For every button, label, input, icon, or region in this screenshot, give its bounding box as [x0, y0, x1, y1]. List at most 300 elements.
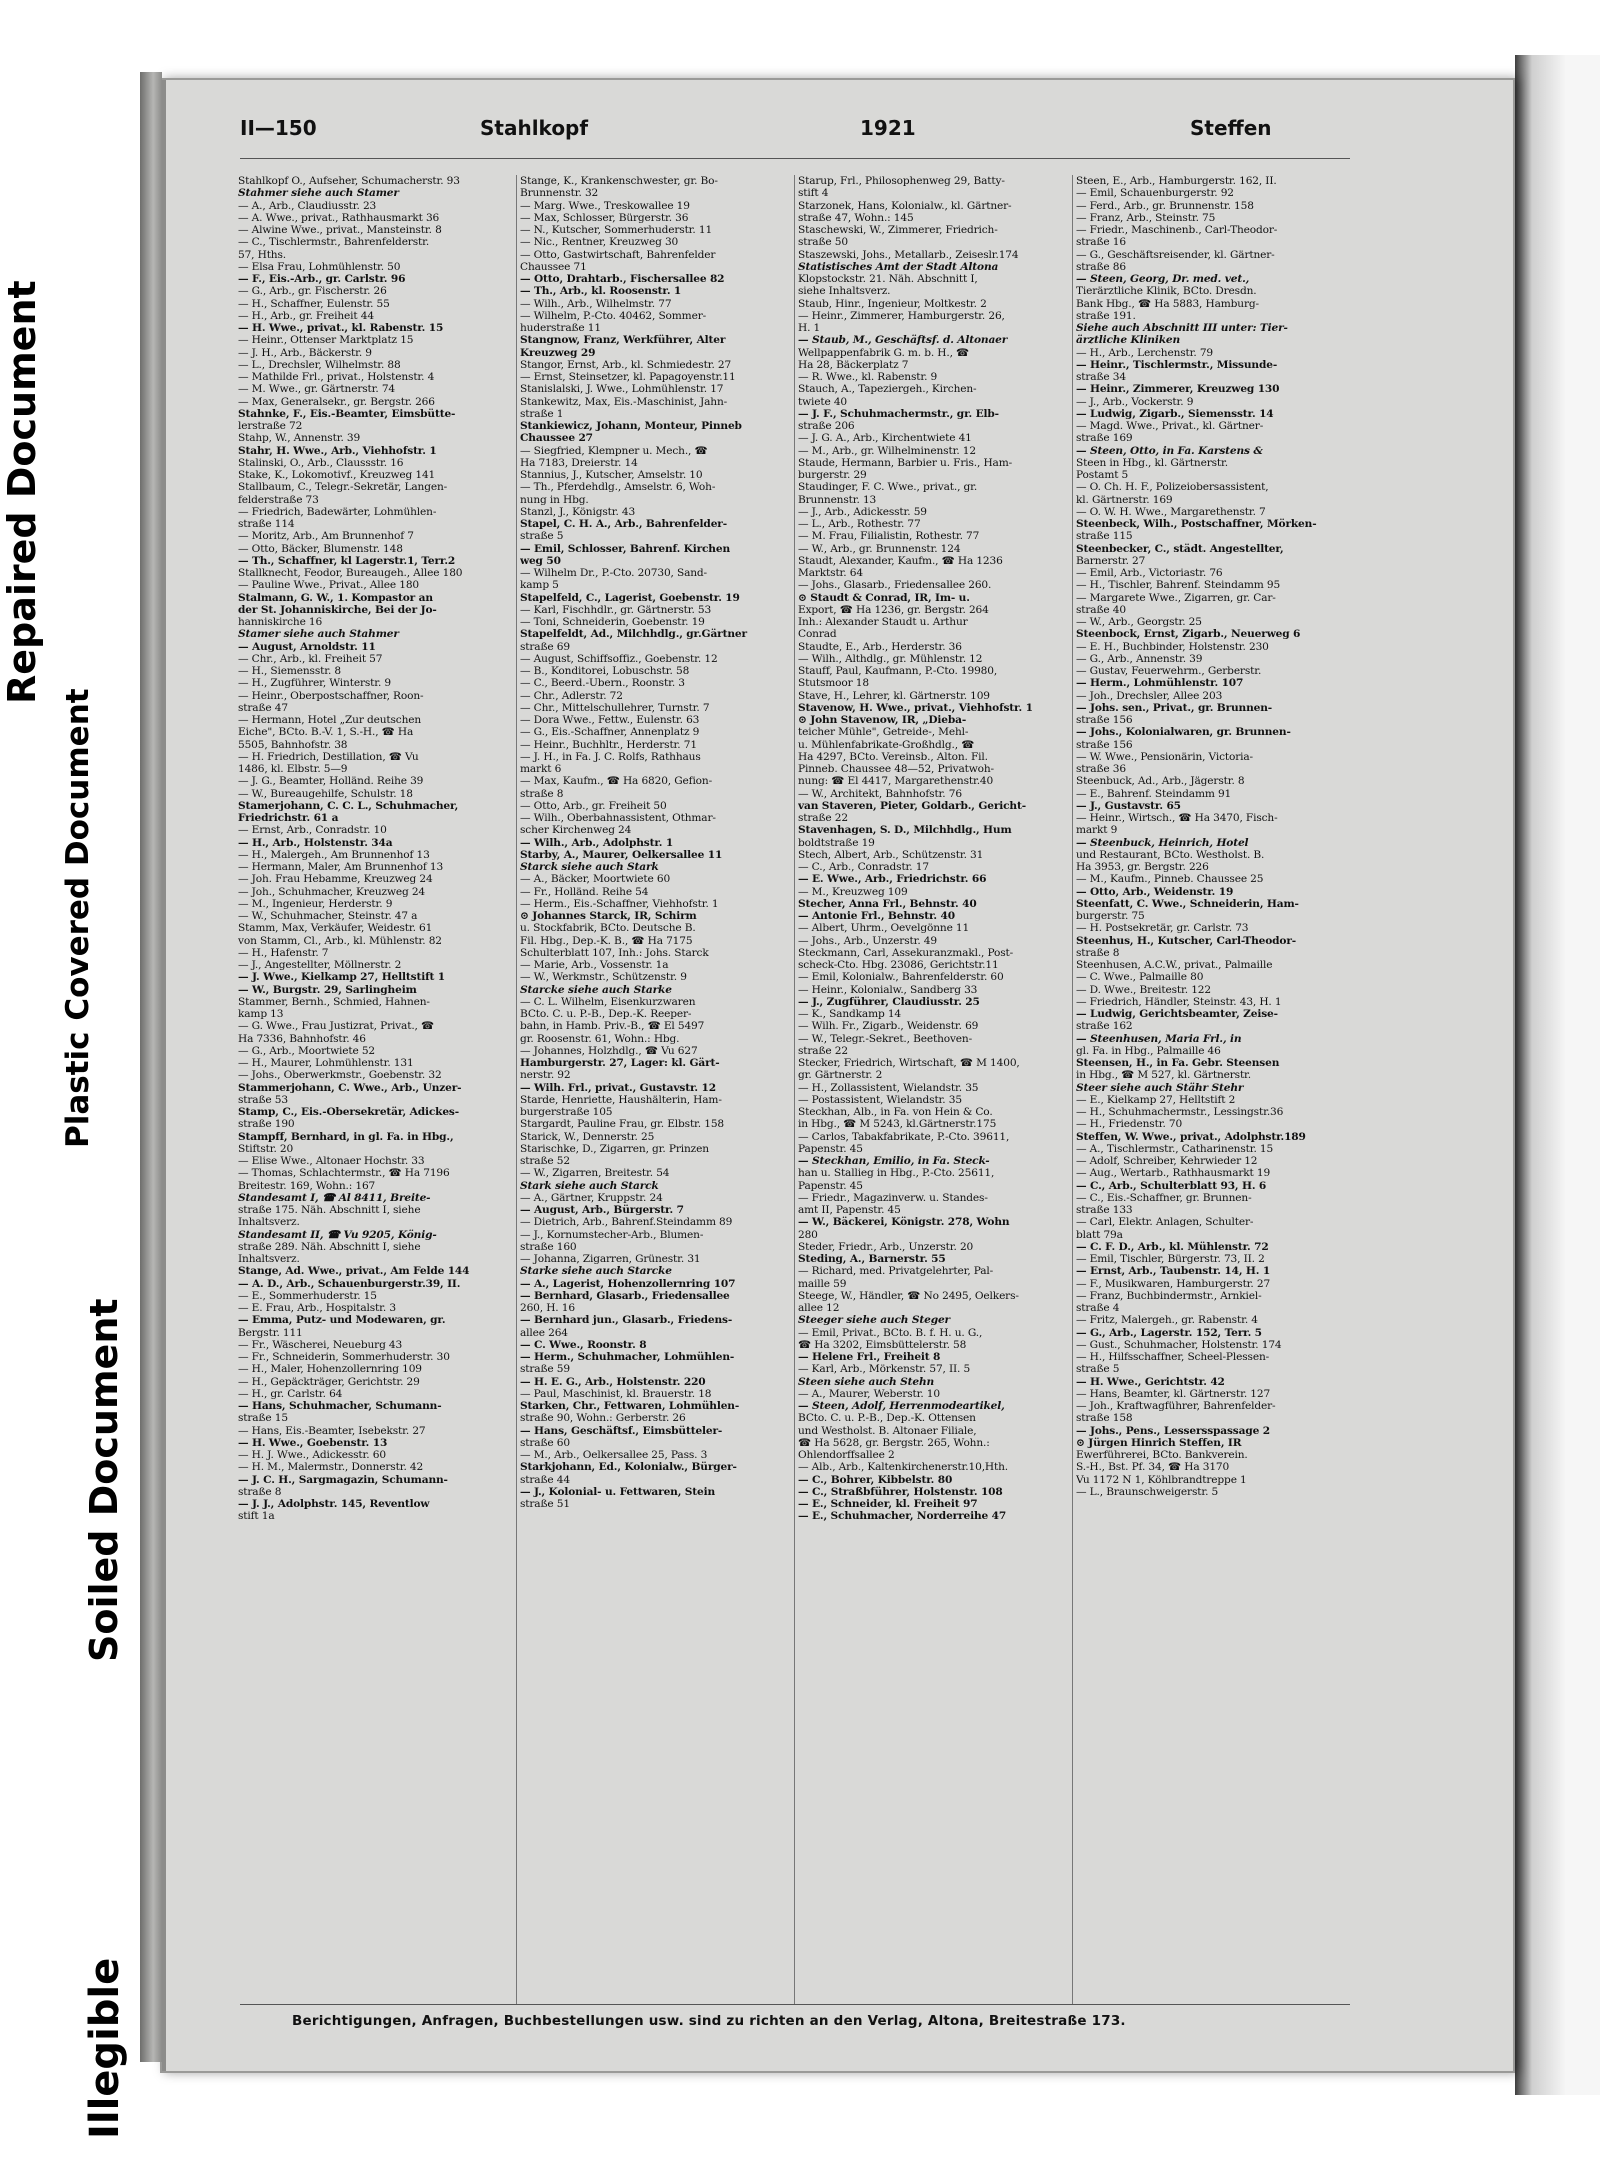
directory-entry: — Bernhard jun., Glasarb., Friedens- [520, 1314, 733, 1327]
directory-entry: — M., Arb., Oelkersallee 25, Pass. 3 [520, 1449, 708, 1461]
directory-entry: — Hans, Eis.-Beamter, Isebekstr. 27 [238, 1424, 426, 1437]
directory-entry: — J. J., Adolphstr. 145, Reventlow [238, 1498, 430, 1510]
directory-entry: — Emil, Schauenburgerstr. 92 [1076, 187, 1234, 200]
directory-entry: — Chr., Arb., kl. Freiheit 57 [238, 652, 383, 665]
directory-entry: — Steen, Georg, Dr. med. vet., [1076, 273, 1250, 285]
directory-entry: Steege, W., Händler, ☎ No 2495, Oelkers- [798, 1289, 1019, 1302]
directory-entry: — O. W. H. Wwe., Margarethenstr. 7 [1076, 505, 1266, 518]
directory-entry: Starkjohann, Ed., Kolonialw., Bürger- [520, 1461, 737, 1474]
directory-entry: straße 156 [1076, 714, 1133, 726]
directory-entry: Stannius, J., Kutscher, Amselstr. 10 [520, 469, 703, 481]
directory-entry: markt 9 [1076, 824, 1118, 837]
directory-entry: — Steen, Otto, in Fa. Karstens & [1076, 444, 1263, 457]
directory-entry: Staudt, Alexander, Kaufm., ☎ Ha 1236 [798, 554, 1003, 567]
directory-entry: gr. Gärtnerstr. 2 [798, 1069, 883, 1082]
directory-entry: — August, Schiffsoffiz., Goebenstr. 12 [520, 652, 718, 665]
directory-entry: blatt 79a [1076, 1228, 1123, 1241]
directory-entry: Stanzl, J., Königstr. 43 [520, 505, 636, 518]
directory-entry: Staude, Hermann, Barbier u. Fris., Ham- [798, 456, 1013, 469]
directory-entry: — Heinr., Oberpostschaffner, Roon- [238, 689, 424, 702]
directory-entry: stift 1a [238, 1510, 275, 1523]
directory-entry: — Ernst, Arb., Conradstr. 10 [238, 824, 387, 837]
directory-entry: Stahnke, F., Eis.-Beamter, Eimsbütte- [238, 407, 456, 420]
directory-entry: — Max, Schlosser, Bürgerstr. 36 [520, 211, 689, 224]
directory-entry: — Hermann, Maler, Am Brunnenhof 13 [238, 861, 444, 873]
directory-entry: — L., Arb., Rothestr. 77 [798, 518, 921, 530]
directory-entry: und Restaurant, BCto. Westholst. B. [1076, 848, 1265, 861]
directory-entry: Stangor, Ernst, Arb., kl. Schmiedestr. 27 [520, 358, 732, 371]
label-plastic-covered-document: Plastic Covered Document [60, 688, 96, 1148]
directory-entry: Stahp, W., Annenstr. 39 [238, 432, 361, 445]
directory-entry: — H., Schuhmachermstr., Lessingstr.36 [1076, 1106, 1284, 1118]
directory-entry: 260, H. 16 [520, 1302, 575, 1314]
directory-entry: — Hans, Beamter, kl. Gärtnerstr. 127 [1076, 1387, 1271, 1400]
directory-entry: Stavenow, H. Wwe., privat., Viehhofstr. 1 [798, 701, 1033, 714]
directory-entry: nung: ☎ El 4417, Margarethenstr.40 [798, 775, 994, 788]
directory-entry: stift 4 [798, 187, 829, 200]
directory-entry: straße 156 [1076, 738, 1133, 751]
directory-column-2 [520, 175, 795, 2000]
directory-entry: — H., Zugführer, Winterstr. 9 [238, 677, 392, 690]
directory-entry: Stahlkopf O., Aufseher, Schumacherstr. 93 [238, 175, 460, 187]
directory-entry: — H., Maler, Hohenzollernring 109 [238, 1363, 422, 1376]
directory-entry: Stammerjohann, C. Wwe., Arb., Unzer- [238, 1081, 462, 1094]
directory-entry: Stave, H., Lehrer, kl. Gärtnerstr. 109 [798, 689, 990, 702]
directory-entry: — M., Kaufm., Pinneb. Chaussee 25 [1076, 873, 1264, 886]
directory-entry: straße 158 [1076, 1412, 1133, 1425]
directory-entry: — Siegfried, Klempner u. Mech., ☎ [520, 444, 708, 457]
directory-entry: — Gustav, Feuerwehrm., Gerberstr. [1076, 665, 1262, 677]
directory-entry: straße 36 [1076, 763, 1126, 775]
directory-entry: — H. Wwe., privat., kl. Rabenstr. 15 [238, 322, 444, 334]
directory-entry: Vu 1172 N 1, Köhlbrandtreppe 1 [1076, 1473, 1247, 1486]
directory-entry: — Johs., Glasarb., Friedensallee 260. [798, 579, 992, 592]
directory-entry: — Th., Pferdehdlg., Amselstr. 6, Woh- [520, 481, 716, 494]
directory-entry: — J., Zugführer, Claudiusstr. 25 [798, 995, 980, 1008]
directory-entry: — H., Gepäckträger, Gerichtstr. 29 [238, 1375, 420, 1388]
directory-entry: Steen in Hbg., kl. Gärtnerstr. [1076, 456, 1228, 469]
directory-entry: — E. H., Buchbinder, Holstenstr. 230 [1076, 640, 1269, 653]
directory-entry: — Wilh. Fr., Zigarb., Weidenstr. 69 [798, 1020, 979, 1033]
directory-entry: Stangnow, Franz, Werkführer, Alter [520, 334, 726, 347]
directory-entry: Standesamt II, ☎ Vu 9205, König- [238, 1228, 437, 1241]
directory-entry: Stallknecht, Feodor, Bureaugeh., Allee 180 [238, 567, 463, 579]
directory-entry: — Wilh., Arb., Adolphstr. 1 [520, 836, 674, 849]
directory-entry: — Helene Frl., Freiheit 8 [798, 1351, 941, 1363]
directory-entry: — H. E. G., Arb., Holstenstr. 220 [520, 1375, 706, 1388]
directory-entry: Stapelfeld, C., Lagerist, Goebenstr. 19 [520, 591, 740, 604]
directory-entry: — J. Wwe., Kielkamp 27, Helltstift 1 [238, 971, 445, 984]
directory-entry: Papenstr. 45 [798, 1179, 863, 1192]
directory-entry: — L., Braunschweigerstr. 5 [1076, 1485, 1219, 1498]
directory-entry: ⊙ John Stavenow, IR, „Dieba- [798, 714, 967, 726]
directory-entry: — G., Arb., Annenstr. 39 [1076, 652, 1203, 665]
directory-entry: — Elise Wwe., Altonaer Hochstr. 33 [238, 1155, 425, 1167]
directory-entry: Staub, Hinr., Ingenieur, Moltkestr. 2 [798, 297, 987, 310]
directory-entry: Conrad [798, 628, 837, 641]
directory-entry: Fil. Hbg., Dep.-K. B., ☎ Ha 7175 [520, 934, 693, 947]
directory-entry: — Nic., Rentner, Kreuzweg 30 [520, 236, 679, 249]
directory-entry: straße 22 [798, 812, 848, 824]
directory-entry: — Heinr., Ottenser Marktplatz 15 [238, 334, 414, 347]
directory-entry: straße 8 [238, 1485, 282, 1498]
directory-entry: amt II, Papenstr. 45 [798, 1204, 901, 1216]
directory-entry: Stalmann, G. W., 1. Kompastor an [238, 591, 433, 604]
header-year: 1921 [860, 116, 916, 140]
directory-entry: ⊙ Staudt & Conrad, IR, Im- u. [798, 591, 970, 604]
directory-column-4 [1076, 175, 1351, 2000]
directory-column-1 [238, 175, 513, 2000]
directory-entry: — Friedr., Magazinverw. u. Standes- [798, 1191, 988, 1204]
directory-entry: — Mathilde Frl., privat., Holstenstr. 4 [238, 371, 435, 383]
header-rule [240, 158, 1350, 159]
directory-entry: — J. G. A., Arb., Kirchentwiete 41 [798, 432, 972, 445]
directory-entry: — C. F. D., Arb., kl. Mühlenstr. 72 [1076, 1240, 1269, 1253]
page-shadow-edge [1515, 55, 1600, 2095]
directory-entry: — H. Postsekretär, gr. Carlstr. 73 [1076, 922, 1249, 935]
directory-entry: — E. Wwe., Arb., Friedrichstr. 66 [798, 873, 987, 886]
directory-entry: — Karl, Fischhdlr., gr. Gärtnerstr. 53 [520, 603, 712, 616]
directory-entry: Ha 7183, Dreierstr. 14 [520, 456, 638, 469]
directory-entry: — Hermann, Hotel „Zur deutschen [238, 714, 422, 726]
directory-entry: straße 40 [1076, 603, 1126, 616]
directory-entry: — Friedrich, Händler, Steinstr. 43, H. 1 [1076, 995, 1282, 1008]
directory-entry: — Johs., Kolonialwaren, gr. Brunnen- [1076, 726, 1291, 739]
directory-entry: — H. Friedrich, Destillation, ☎ Vu [238, 750, 419, 763]
directory-entry: Standesamt I, ☎ Al 8411, Breite- [238, 1191, 431, 1204]
directory-entry: — W., Burgstr. 29, Sarlingheim [238, 983, 417, 996]
directory-entry: Steenbuck, Ad., Arb., Jägerstr. 8 [1076, 775, 1245, 788]
directory-entry: — N., Kutscher, Sommerhuderstr. 11 [520, 224, 713, 236]
directory-entry: S.-H., Bst. Pf. 34, ☎ Ha 3170 [1076, 1461, 1230, 1474]
directory-entry: Stamp, C., Eis.-Obersekretär, Adickes- [238, 1106, 459, 1118]
directory-entry: 57, Hths. [238, 248, 286, 261]
directory-entry: — J., Gustavstr. 65 [1076, 799, 1181, 812]
directory-entry: — Karl, Arb., Mörkenstr. 57, II. 5 [798, 1363, 971, 1376]
directory-entry: — Dora Wwe., Fettw., Eulenstr. 63 [520, 714, 700, 726]
directory-entry: — Heinr., Wirtsch., ☎ Ha 3470, Fisch- [1076, 812, 1278, 824]
directory-entry: — E., Bahrenf. Steindamm 91 [1076, 787, 1232, 800]
directory-entry: — Ludwig, Gerichtsbeamter, Zeise- [1076, 1008, 1278, 1020]
directory-entry: Staudinger, F. C. Wwe., privat., gr. [798, 481, 978, 494]
directory-entry: — J. H., in Fa. J. C. Rolfs, Rathhaus [520, 750, 701, 763]
directory-entry: Steenbecker, C., städt. Angestellter, [1076, 542, 1284, 555]
directory-entry: — K., Sandkamp 14 [798, 1008, 902, 1020]
directory-entry: Starischke, D., Zigarren, gr. Prinzen [520, 1142, 709, 1155]
page-header [240, 116, 1320, 156]
directory-entry: — Wilhelm Dr., P.-Cto. 20730, Sand- [520, 567, 707, 579]
directory-entry: von Stamm, Cl., Arb., kl. Mühlenstr. 82 [238, 934, 442, 947]
directory-entry: boldtstraße 19 [798, 836, 875, 849]
directory-entry: — Th., Schaffner, kl Lagerstr.1, Terr.2 [238, 554, 456, 567]
directory-entry: — Aug., Wertarb., Rathhausmarkt 19 [1076, 1167, 1271, 1180]
directory-entry: — F., Musikwaren, Hamburgerstr. 27 [1076, 1277, 1271, 1290]
directory-entry: — Albert, Uhrm., Oevelgönne 11 [798, 922, 970, 935]
directory-entry: — H., Maurer, Lohmühlenstr. 131 [238, 1057, 414, 1069]
directory-entry: Stampff, Bernhard, in gl. Fa. in Hbg., [238, 1130, 454, 1143]
directory-columns [238, 175, 1358, 2000]
directory-entry: — Steenhusen, Maria Frl., in [1076, 1032, 1242, 1045]
directory-entry: — W., Bäckerei, Königstr. 278, Wohn [798, 1216, 1010, 1229]
directory-entry: — Johs., Arb., Unzerstr. 49 [798, 934, 937, 947]
page-number: II—150 [240, 116, 317, 140]
directory-entry: — Otto, Arb., gr. Freiheit 50 [520, 799, 667, 812]
directory-entry: Stange, Ad. Wwe., privat., Am Felde 144 [238, 1265, 470, 1278]
directory-entry: Hamburgerstr. 27, Lager: kl. Gärt- [520, 1057, 720, 1069]
directory-entry: Steer siehe auch Stähr Stehr [1076, 1081, 1244, 1094]
directory-entry: Steeger siehe auch Steger [798, 1314, 950, 1327]
directory-entry: — J. F., Schuhmachermstr., gr. Elb- [798, 407, 999, 420]
directory-entry: Ha 4297, BCto. Vereinsb., Alton. Fil. [798, 750, 988, 763]
directory-entry: siehe Inhaltsverz. [798, 285, 891, 298]
directory-entry: — Hans, Schuhmacher, Schumann- [238, 1400, 442, 1412]
directory-entry: Starck siehe auch Stark [520, 861, 659, 873]
directory-entry: — Heinr., Zimmerer, Kreuzweg 130 [1076, 383, 1280, 396]
directory-entry: — Johs., Pens., Lessersspassage 2 [1076, 1424, 1270, 1437]
directory-entry: straße 162 [1076, 1020, 1133, 1033]
directory-entry: straße 50 [798, 236, 848, 249]
directory-entry: straße 59 [520, 1363, 570, 1376]
directory-entry: Stankiewicz, Johann, Monteur, Pinneb [520, 420, 742, 432]
directory-entry: ärztliche Kliniken [1076, 334, 1181, 347]
directory-entry: straße 133 [1076, 1204, 1133, 1216]
directory-entry: — E., Schuhmacher, Norderreihe 47 [798, 1510, 1007, 1523]
directory-entry: — Antonie Frl., Behnstr. 40 [798, 910, 955, 922]
directory-entry: — J. G., Beamter, Holländ. Reihe 39 [238, 775, 424, 788]
directory-entry: — Alb., Arb., Kaltenkirchenerstr.10,Hth. [798, 1461, 1008, 1474]
directory-entry: scheck-Cto. Hbg. 23086, Gerichtstr.11 [798, 959, 999, 971]
directory-entry: — A., Tischlermstr., Catharinenstr. 15 [1076, 1142, 1274, 1155]
directory-entry: in Hbg., ☎ M 5243, kl.Gärtnerstr.175 [798, 1118, 997, 1131]
directory-entry: — Joh. Frau Hebamme, Kreuzweg 24 [238, 873, 433, 886]
directory-entry: — C., Eis.-Schaffner, gr. Brunnen- [1076, 1191, 1252, 1204]
directory-entry: in Hbg., ☎ M 527, kl. Gärtnerstr. [1076, 1069, 1252, 1082]
directory-entry: H. 1 [798, 322, 821, 334]
directory-entry: Stamm, Max, Verkäufer, Weidestr. 61 [238, 922, 433, 935]
directory-entry: — H., Hilfsschaffner, Scheel-Plessen- [1076, 1351, 1270, 1363]
directory-entry: — Otto, Arb., Weidenstr. 19 [1076, 885, 1234, 898]
directory-entry: — A. D., Arb., Schauenburgerstr.39, II. [238, 1277, 461, 1290]
directory-entry: — C., Beerd.-Ubern., Roonstr. 3 [520, 677, 685, 690]
directory-entry: van Staveren, Pieter, Goldarb., Gericht- [798, 799, 1026, 812]
directory-entry: straße 206 [798, 420, 855, 432]
directory-entry: — Richard, med. Privatgelehrter, Pal- [798, 1265, 994, 1278]
directory-entry: Friedrichstr. 61 a [238, 812, 339, 824]
directory-entry: han u. Stallieg in Hbg., P.-Cto. 25611, [798, 1167, 995, 1180]
directory-entry: scher Kirchenweg 24 [520, 824, 632, 837]
directory-entry: — Toni, Schneiderin, Goebenstr. 19 [520, 616, 705, 628]
directory-entry: — Fr., Schneiderin, Sommerhuderstr. 30 [238, 1351, 450, 1363]
directory-entry: Staudte, E., Arb., Herderstr. 36 [798, 640, 962, 653]
directory-entry: — J., Angestellter, Möllnerstr. 2 [238, 959, 402, 971]
directory-entry: — H., Zollassistent, Wielandstr. 35 [798, 1081, 979, 1094]
directory-entry: — Magd. Wwe., Privat., kl. Gärtner- [1076, 420, 1264, 432]
directory-entry: — Fritz, Malergeh., gr. Rabenstr. 4 [1076, 1314, 1258, 1327]
directory-entry: Stamerjohann, C. C. L., Schuhmacher, [238, 799, 459, 812]
directory-entry: — H., Tischler, Bahrenf. Steindamm 95 [1076, 579, 1281, 592]
directory-entry: straße 22 [798, 1044, 848, 1057]
directory-entry: — Heinr., Kolonialw., Sandberg 33 [798, 983, 978, 996]
directory-entry: — Adolf, Schreiber, Kehrwieder 12 [1076, 1155, 1258, 1167]
directory-entry: straße 86 [1076, 260, 1126, 273]
directory-entry: straße 47, Wohn.: 145 [798, 211, 914, 224]
directory-entry: — O. Ch. H. F., Polizeiobersassistent, [1076, 481, 1269, 494]
directory-entry: Statistisches Amt der Stadt Altona [798, 260, 999, 273]
directory-entry: — W., Werkmstr., Schützenstr. 9 [520, 971, 687, 984]
directory-entry: Papenstr. 45 [798, 1142, 863, 1155]
directory-entry: Starde, Henriette, Haushälterin, Ham- [520, 1093, 722, 1106]
directory-entry: Stecker, Friedrich, Wirtschaft, ☎ M 1400, [798, 1057, 1020, 1069]
directory-entry: — Thomas, Schlachtermstr., ☎ Ha 7196 [238, 1167, 450, 1180]
directory-entry: Tierärztliche Klinik, BCto. Dresdn. [1076, 285, 1257, 298]
directory-entry: Steenbeck, Wilh., Postschaffner, Mörken- [1076, 518, 1317, 530]
directory-entry: straße 90, Wohn.: Gerberstr. 26 [520, 1412, 686, 1425]
directory-entry: kl. Gärtnerstr. 169 [1076, 493, 1173, 506]
directory-entry: — E., Kielkamp 27, Helltstift 2 [1076, 1093, 1236, 1106]
directory-entry: — H., Arb., gr. Freiheit 44 [238, 309, 374, 322]
directory-entry: — H., Arb., Holstenstr. 34a [238, 836, 393, 849]
directory-entry: — A., Maurer, Weberstr. 10 [798, 1387, 940, 1400]
directory-entry: Steckmann, Carl, Assekuranzmakl., Post- [798, 946, 1014, 959]
directory-entry: — H., Friedenstr. 70 [1076, 1118, 1183, 1131]
directory-entry: — M., Arb., gr. Wilhelminenstr. 12 [798, 444, 976, 457]
directory-entry: Stankewitz, Max, Eis.-Maschinist, Jahn- [520, 395, 728, 408]
directory-entry: — Emil, Tischler, Bürgerstr. 73, II. 2 [1076, 1253, 1265, 1265]
directory-entry: Steenbock, Ernst, Zigarb., Neuerweg 6 [1076, 628, 1301, 641]
directory-entry: straße 15 [238, 1412, 288, 1425]
directory-entry: Stange, K., Krankenschwester, gr. Bo- [520, 175, 718, 187]
directory-entry: — Wilh., Althdlg., gr. Mühlenstr. 12 [798, 652, 983, 665]
directory-entry: — Postassistent, Wielandstr. 35 [798, 1093, 962, 1106]
directory-entry: — Chr., Mittelschullehrer, Turnstr. 7 [520, 701, 710, 714]
directory-entry: nerstr. 92 [520, 1069, 571, 1082]
directory-entry: teicher Mühle", Getreide-, Mehl- [798, 726, 969, 739]
directory-entry: — W., Arb., Georgstr. 25 [1076, 616, 1202, 628]
directory-entry: — Th., Arb., kl. Roosenstr. 1 [520, 285, 682, 298]
directory-entry: straße 190 [238, 1118, 295, 1131]
directory-entry: Stutsmoor 18 [798, 677, 869, 690]
directory-entry: — W., Zigarren, Breitestr. 54 [520, 1167, 670, 1180]
directory-entry: Stallbaum, C., Telegr.-Sekretär, Langen- [238, 481, 448, 494]
directory-entry: — E. Frau, Arb., Hospitalstr. 3 [238, 1302, 396, 1314]
directory-entry: nung in Hbg. [520, 493, 589, 506]
directory-entry: straße 5 [520, 530, 564, 543]
directory-entry: — J. C. H., Sargmagazin, Schumann- [238, 1473, 448, 1486]
directory-entry: — Staub, M., Geschäftsf. d. Altonaer [798, 334, 1008, 347]
directory-entry: u. Stockfabrik, BCto. Deutsche B. [520, 922, 696, 935]
directory-entry: Stech, Albert, Arb., Schützenstr. 31 [798, 848, 984, 861]
directory-entry: allee 12 [798, 1302, 840, 1314]
publisher-notice: Berichtigungen, Anfragen, Buchbestellungen usw. sind zu richten an den Verlag, Altona, Breitestraße 173. [292, 2013, 1126, 2029]
directory-entry: — M., Kreuzweg 109 [798, 885, 908, 898]
directory-entry: — M. Frau, Filialistin, Rothestr. 77 [798, 530, 980, 543]
directory-entry: twiete 40 [798, 395, 848, 408]
directory-entry: — Emil, Schlosser, Bahrenf. Kirchen [520, 542, 730, 555]
directory-entry: Wellpappenfabrik G. m. b. H., ☎ [798, 346, 970, 359]
directory-entry: hanniskirche 16 [238, 616, 323, 628]
directory-entry: Export, ☎ Ha 1236, gr. Bergstr. 264 [798, 603, 989, 616]
directory-entry: — Steckhan, Emilio, in Fa. Steck- [798, 1155, 990, 1167]
directory-entry: bahn, in Hamb. Priv.-B., ☎ El 5497 [520, 1020, 705, 1033]
directory-entry: straße 52 [520, 1155, 570, 1167]
directory-entry: Pinneb. Chaussee 48—52, Privatwoh- [798, 763, 994, 775]
directory-entry: — Wilh. Frl., privat., Gustavstr. 12 [520, 1081, 716, 1094]
directory-entry: — H., Hafenstr. 7 [238, 946, 329, 959]
directory-entry: — C., Straßbführer, Holstenstr. 108 [798, 1485, 1003, 1498]
header-last-entry: Steffen [1190, 116, 1272, 140]
directory-entry: — H. M., Malermstr., Donnerstr. 42 [238, 1461, 424, 1474]
directory-entry: — Franz, Arb., Steinstr. 75 [1076, 211, 1216, 224]
directory-entry: Stapel, C. H. A., Arb., Bahrenfelder- [520, 518, 727, 530]
directory-entry: — G., Arb., Moortwiete 52 [238, 1044, 376, 1057]
directory-entry: straße 289. Näh. Abschnitt I, siehe [238, 1240, 421, 1253]
directory-entry: — Ludwig, Zigarb., Siemensstr. 14 [1076, 407, 1274, 420]
directory-entry: — W. Wwe., Pensionärin, Victoria- [1076, 750, 1253, 763]
directory-entry: Schulterblatt 107, Inh.: Johs. Starck [520, 946, 709, 959]
directory-entry: — Johanna, Zigarren, Grünestr. 31 [520, 1253, 701, 1265]
directory-entry: — Elsa Frau, Lohmühlenstr. 50 [238, 260, 401, 273]
directory-entry: — J., Arb., Vockerstr. 9 [1076, 395, 1194, 408]
directory-entry: — Steenbuck, Heinrich, Hotel [1076, 836, 1249, 849]
directory-entry: straße 169 [1076, 432, 1133, 445]
directory-entry: Starke siehe auch Starcke [520, 1265, 672, 1278]
directory-entry: Stanislalski, J. Wwe., Lohmühlenstr. 17 [520, 383, 724, 396]
directory-entry: der St. Johanniskirche, Bei der Jo- [238, 603, 437, 616]
directory-entry: — Otto, Drahtarb., Fischersallee 82 [520, 273, 725, 285]
directory-entry: Ha 28, Bäckerplatz 7 [798, 358, 909, 371]
header-first-entry: Stahlkopf [480, 116, 589, 140]
directory-entry: Breitestr. 169, Wohn.: 167 [238, 1179, 376, 1192]
directory-column-3 [798, 175, 1073, 2000]
directory-entry: — Bernhard, Glasarb., Friedensallee [520, 1289, 730, 1302]
directory-entry: Klopstockstr. 21. Näh. Abschnitt I, [798, 273, 978, 285]
directory-entry: straße 8 [520, 787, 564, 800]
directory-entry: — Marie, Arb., Vossenstr. 1a [520, 959, 669, 971]
directory-entry: — Herm., Lohmühlenstr. 107 [1076, 677, 1244, 690]
directory-entry: kamp 5 [520, 579, 559, 592]
directory-entry: Starby, A., Maurer, Oelkersallee 11 [520, 848, 723, 861]
directory-entry: — C., Bohrer, Kibbelstr. 80 [798, 1473, 953, 1486]
directory-entry: — Hans, Geschäftsf., Eimsbütteler- [520, 1424, 723, 1437]
directory-entry: weg 50 [520, 554, 561, 567]
directory-entry: ⊙ Jürgen Hinrich Steffen, IR [1076, 1436, 1242, 1449]
directory-entry: — Carl, Elektr. Anlagen, Schulter- [1076, 1216, 1254, 1229]
directory-entry: — A. Wwe., privat., Rathhausmarkt 36 [238, 211, 440, 224]
directory-entry: — Friedrich, Badewärter, Lohmühlen- [238, 505, 437, 518]
directory-entry: — Max, Generalsekr., gr. Bergstr. 266 [238, 395, 435, 408]
directory-entry: — A., Lagerist, Hohenzollernring 107 [520, 1277, 736, 1290]
directory-entry: — Marg. Wwe., Treskowallee 19 [520, 199, 690, 212]
directory-entry: — E., Sommerhuderstr. 15 [238, 1289, 377, 1302]
directory-entry: straße 60 [520, 1436, 570, 1449]
directory-entry: burgerstr. 75 [1076, 910, 1145, 922]
directory-entry: — G. Wwe., Frau Justizrat, Privat., ☎ [238, 1020, 435, 1033]
directory-entry: u. Mühlenfabrikate-Großhdlg., ☎ [798, 738, 975, 751]
directory-entry: — Friedr., Maschinenb., Carl-Theodor- [1076, 224, 1278, 236]
directory-entry: straße 47 [238, 701, 288, 714]
directory-entry: — Heinr., Buchhltr., Herderstr. 71 [520, 738, 697, 751]
directory-entry: huderstraße 11 [520, 322, 601, 334]
directory-entry: — C., Arb., Conradstr. 17 [798, 861, 929, 873]
directory-entry: — Wilhelm, P.-Cto. 40462, Sommer- [520, 309, 707, 322]
directory-entry: Barnerstr. 27 [1076, 554, 1146, 567]
directory-entry: kamp 13 [238, 1008, 284, 1020]
directory-entry: Stahr, H. Wwe., Arb., Viehhofstr. 1 [238, 444, 437, 457]
directory-entry: straße 53 [238, 1093, 288, 1106]
directory-entry: — W., Schuhmacher, Steinstr. 47 a [238, 910, 418, 922]
directory-entry: straße 160 [520, 1240, 577, 1253]
label-repaired-document: Repaired Document [0, 280, 44, 704]
